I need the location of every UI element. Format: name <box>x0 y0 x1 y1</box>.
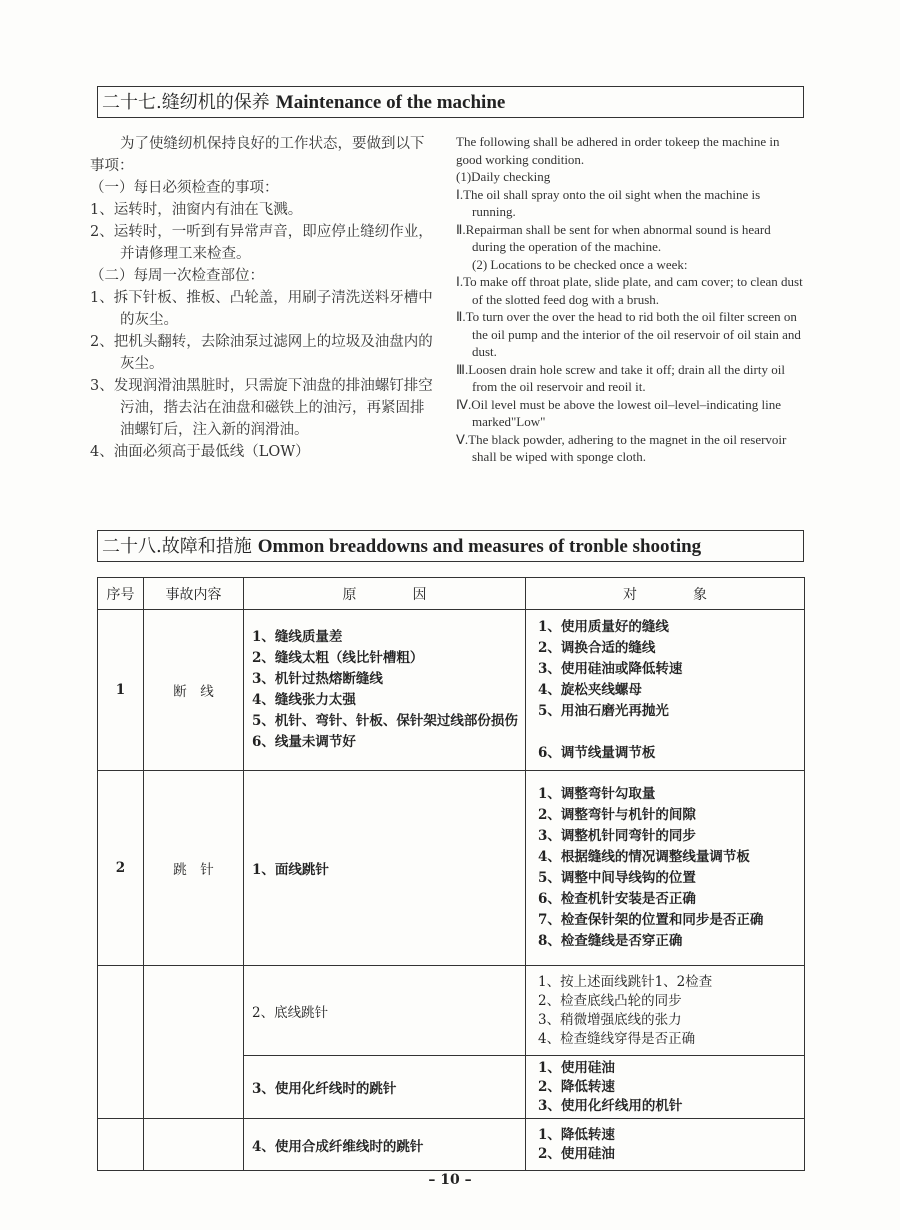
measure-item: 3、使用化纤线用的机针 <box>538 1097 683 1114</box>
weekly-item-en: Ⅳ.Oil level must be above the lowest oil–level–indicating line marked"Low" <box>456 396 782 429</box>
cause-item: 3、机针过热熔断缝线 <box>252 671 383 687</box>
empty-cell <box>98 966 144 1119</box>
cause-item: 4、使用合成纤维线时的跳针 <box>244 1119 526 1171</box>
row-event: 断 线 <box>144 610 244 771</box>
daily-item-cn: 2、运转时，一听到有异常声音，即应停止缝纫作业，并请修理工来检查。 <box>90 224 433 262</box>
cause-item: 2、底线跳针 <box>244 966 526 1056</box>
cause-item: 5、机针、弯针、针板、保针架过线部份损伤 <box>252 713 518 729</box>
header-no: 序号 <box>98 578 144 610</box>
page-number: – 10 – <box>428 1172 472 1188</box>
section-27-title <box>97 86 804 118</box>
weekly-item-cn: 3、发现润滑油黑脏时，只需旋下油盘的排油螺钉排空污油，揩去沾在油盘和磁铁上的油污，再紧固排油螺钉后，注入新的润滑油。 <box>90 378 433 438</box>
table-row <box>98 771 805 966</box>
daily-item-en: Ⅰ.The oil shall spray onto the oil sight when the machine is running. <box>456 186 761 219</box>
weekly-item-en: Ⅴ.The black powder, adhering to the magnet in the oil reservoir shall be wiped with sponge cloth. <box>456 431 787 464</box>
section-27-title-en: Maintenance of the machine <box>275 92 506 113</box>
empty-cell <box>144 966 244 1119</box>
row-no: 2 <box>98 771 144 966</box>
measure-item: 2、检查底线凸轮的同步 <box>538 992 682 1009</box>
weekly-heading-cn: （二）每周一次检查部位： <box>90 268 264 284</box>
header-cause: 原 因 <box>244 578 526 610</box>
weekly-item-en: Ⅲ.Loosen drain hole screw and take it off; drain all the dirty oil from the oil reservoir and reoil it. <box>456 361 785 394</box>
measure-item: 4、根据缝线的情况调整线量调节板 <box>538 849 750 865</box>
weekly-heading-en: (2) Locations to be checked once a week: <box>472 256 688 272</box>
measure-item: 1、使用硅油 <box>538 1059 615 1076</box>
weekly-item-cn: 2、把机头翻转，去除油泵过滤网上的垃圾及油盘内的灰尘。 <box>90 334 433 372</box>
intro-cn: 为了使缝纫机保持良好的工作状态，要做到以下事项： <box>90 136 425 174</box>
measure-item: 6、检查机针安装是否正确 <box>538 891 696 907</box>
measure-list <box>526 771 805 966</box>
measure-item: 1、使用质量好的缝线 <box>538 618 669 635</box>
row-event: 跳 针 <box>144 771 244 966</box>
measure-item: 3、使用硅油或降低转速 <box>538 660 683 677</box>
maintenance-chinese-column <box>90 133 435 463</box>
cause-item: 2、缝线太粗（线比针槽粗） <box>252 650 424 666</box>
weekly-item-cn: 4、油面必须高于最低线（LOW） <box>90 444 310 460</box>
section-28-title-en: Ommon breaddowns and measures of tronble shooting <box>257 536 702 557</box>
weekly-item-cn: 1、拆下针板、推板、凸轮盖，用刷子清洗送料牙槽中的灰尘。 <box>90 290 433 328</box>
measure-item: 2、调整弯针与机针的间隙 <box>538 807 696 823</box>
empty-cell <box>98 1119 144 1171</box>
weekly-item-en: Ⅱ.To turn over the over the head to rid both the oil filter screen on the oil pump and the interior of the oil reservoir of oil stain and dust. <box>456 309 801 359</box>
table-row <box>98 966 805 1056</box>
table-row <box>98 610 805 771</box>
measure-item: 3、调整机针同弯针的同步 <box>538 828 696 844</box>
measure-item: 4、旋松夹线螺母 <box>538 681 642 698</box>
measure-item: 2、调换合适的缝线 <box>538 639 656 656</box>
empty-cell <box>144 1119 244 1171</box>
daily-heading-cn: （一）每日必须检查的事项： <box>90 180 279 196</box>
measure-list <box>526 966 805 1056</box>
header-event: 事故内容 <box>144 578 244 610</box>
header-measure: 对 象 <box>526 578 805 610</box>
daily-heading-en: (1)Daily checking <box>456 169 551 184</box>
cause-item: 4、缝线张力太强 <box>252 692 356 708</box>
table-header-row <box>98 578 805 610</box>
cause-item: 3、使用化纤线时的跳针 <box>244 1056 526 1119</box>
measure-item: 6、调节线量调节板 <box>538 744 656 761</box>
intro-en: The following shall be adhered in order tokeep the machine in good working condition. <box>456 134 780 167</box>
maintenance-english-column <box>456 133 806 466</box>
cause-item: 1、面线跳针 <box>244 771 526 966</box>
cause-item: 1、缝线质量差 <box>252 629 343 645</box>
measure-list <box>526 1119 805 1171</box>
daily-item-cn: 1、运转时，油窗内有油在飞溅。 <box>90 202 303 218</box>
troubleshooting-table <box>97 577 805 1171</box>
daily-item-en: Ⅱ.Repairman shall be sent for when abnormal sound is heard during the operation of the machine. <box>456 221 771 254</box>
row-no: 1 <box>98 610 144 771</box>
section-27-title-cn: 二十七.缝纫机的保养 <box>102 92 270 113</box>
measure-item: 7、检查保针架的位置和同步是否正确 <box>538 912 764 928</box>
measure-item: 1、降低转速 <box>538 1126 615 1143</box>
measure-item: 1、调整弯针勾取量 <box>538 786 656 802</box>
table-row <box>98 1119 805 1171</box>
measure-item: 8、检查缝线是否穿正确 <box>538 933 683 949</box>
measure-list <box>526 610 805 771</box>
measure-list <box>526 1056 805 1119</box>
measure-item: 5、用油石磨光再抛光 <box>538 702 669 719</box>
measure-item: 2、使用硅油 <box>538 1145 615 1162</box>
measure-item: 5、调整中间导线钩的位置 <box>538 870 696 886</box>
section-28-title <box>97 530 804 562</box>
cause-item: 6、线量未调节好 <box>252 734 356 750</box>
weekly-item-en: Ⅰ.To make off throat plate, slide plate, and cam cover; to clean dust of the slotted feed dog with a brush. <box>456 274 803 307</box>
section-28-title-cn: 二十八.故障和措施 <box>102 536 252 557</box>
measure-item: 1、按上述面线跳针1、2检查 <box>538 973 713 990</box>
measure-item: 3、稍微增强底线的张力 <box>538 1011 682 1028</box>
measure-item: 2、降低转速 <box>538 1078 615 1095</box>
cause-list <box>244 610 526 771</box>
measure-item: 4、检查缝线穿得是否正确 <box>538 1030 696 1047</box>
